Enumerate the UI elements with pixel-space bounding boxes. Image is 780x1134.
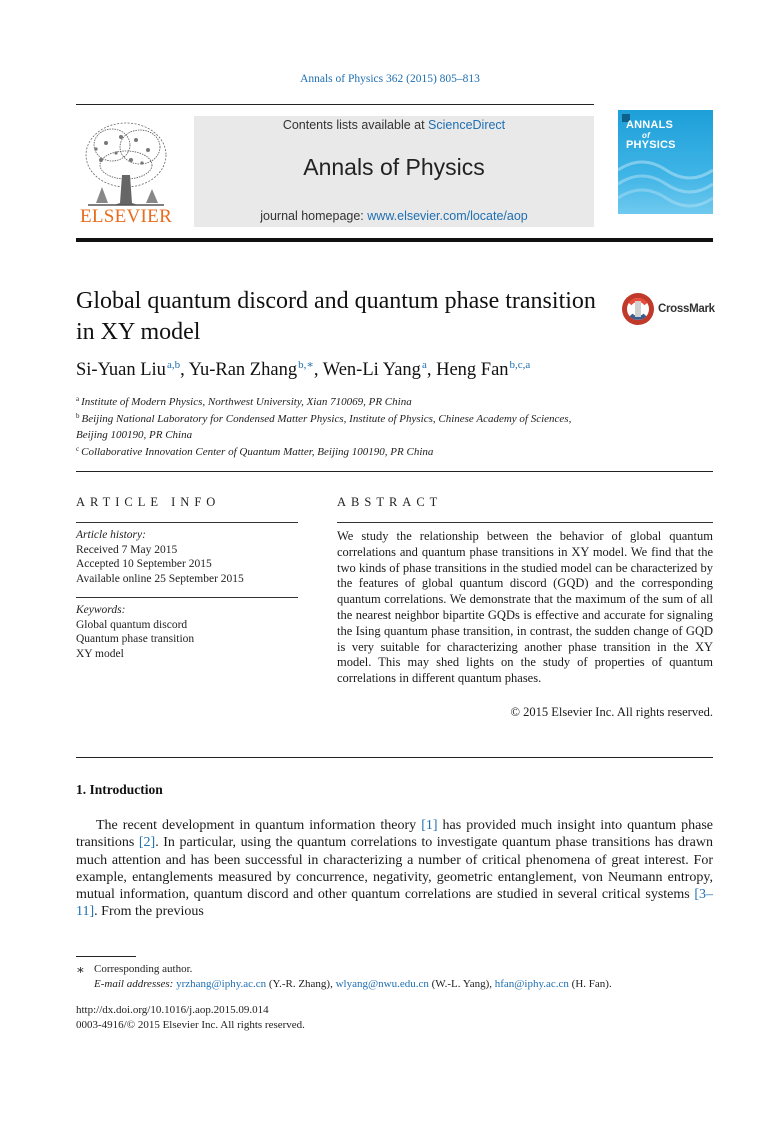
author-list: [76, 358, 716, 381]
abstract-copyright: © 2015 Elsevier Inc. All rights reserved.: [510, 705, 713, 719]
article-info-heading: ARTICLE INFO: [76, 495, 221, 509]
author-affil-mark[interactable]: a: [421, 359, 427, 371]
abstract-text: We study the relationship between the behavior of global quantum correlations and quantum phase transitions in XY model. We find that the two kinds of phase transitions in the studied model can be characterized by the features of global quantum discord (GQD) and the corresponding quantum correlations. We demonstrate that the maximum of the sum of all the nearest neighbor bipartite GQDs is effective and accurate for signaling the Ising quantum phase transition, in contrast, the sudden change of GQD is very suitable for characterizing another phase transition in the XY model. This may shed lights on the study of properties of quantum correlations in different quantum phases.: [337, 529, 713, 686]
author-separator: ,: [426, 360, 437, 380]
journal-cover-thumbnail[interactable]: [618, 110, 713, 227]
affiliation-mark: a: [76, 395, 80, 403]
affiliation-c: [76, 441, 596, 460]
affiliation-b: [76, 408, 576, 443]
intro-text-run: The recent development in quantum information theory: [96, 818, 422, 833]
author-affil-mark[interactable]: a,b: [166, 359, 181, 371]
cover-title-annals: ANNALS: [626, 119, 674, 131]
homepage-prefix: journal homepage:: [260, 209, 368, 223]
history-label: Article history:: [76, 529, 146, 541]
received-date: Received 7 May 2015: [76, 543, 178, 556]
header-thick-rule: [76, 238, 713, 242]
email-link[interactable]: hfan@iphy.ac.cn: [494, 978, 569, 990]
keyword: Global quantum discord: [76, 618, 188, 631]
affiliation-text: Beijing National Laboratory for Condensed Matter Physics, Institute of Physics, Chinese Academy of Sciences, Beijing 100190, PR China: [76, 413, 572, 441]
crossmark-label[interactable]: CrossMark: [658, 303, 715, 315]
affiliation-mark: b: [76, 412, 80, 420]
author-affil-mark[interactable]: b,∗: [298, 359, 314, 371]
corresponding-author-note: [76, 962, 713, 977]
article-history: [76, 528, 298, 586]
abstract-rule: [337, 522, 713, 523]
footnote-rule: [76, 956, 136, 957]
doi-link[interactable]: http://dx.doi.org/10.1016/j.aop.2015.09.014: [76, 1004, 269, 1016]
author-separator: ,: [180, 360, 189, 380]
journal-homepage-link[interactable]: www.elsevier.com/locate/aop: [367, 209, 528, 223]
cover-wave-icon: [618, 150, 713, 214]
elsevier-wordmark: ELSEVIER: [79, 206, 173, 227]
email-owner: (H. Fan).: [568, 978, 612, 990]
author-affil-mark[interactable]: b,c,a: [509, 359, 531, 371]
intro-text-run: has provided much insight into quantum phase transitions: [76, 818, 714, 851]
affiliation-text: Institute of Modern Physics, Northwest University, Xian 710069, PR China: [81, 396, 412, 408]
email-label: E-mail addresses:: [94, 978, 174, 990]
keywords-rule: [76, 597, 298, 598]
corresponding-label: Corresponding author.: [94, 963, 193, 975]
author-name[interactable]: Si-Yuan Liu: [76, 360, 166, 380]
email-link[interactable]: yrzhang@iphy.ac.cn: [176, 978, 267, 990]
cover-bottom-strip: [618, 214, 713, 227]
introduction-paragraph: [76, 817, 713, 921]
contents-line: [194, 118, 594, 132]
cover-title-of: of: [642, 131, 650, 140]
issn-copyright: 0003-4916/© 2015 Elsevier Inc. All rights reserved.: [76, 1019, 305, 1031]
article-info-rule: [76, 522, 298, 523]
keywords-block: [76, 603, 298, 661]
email-owner: (W.-L. Yang),: [428, 978, 495, 990]
online-date: Available online 25 September 2015: [76, 572, 244, 585]
keyword: Quantum phase transition: [76, 633, 195, 645]
cover-title: [626, 120, 706, 151]
homepage-line: [194, 209, 594, 223]
intro-text-run: . In particular, using the quantum correlations to investigate quantum phase transitions has drawn much attention and has been successful in characterizing a number of critical phenomena of great interest. For example, entanglements measured by concurrence, negativity, geometric entanglement, von Neumann entropy, mutual information, quantum discord and other quantum correlations are studied in several critical systems: [76, 835, 713, 903]
sciencedirect-link[interactable]: ScienceDirect: [428, 118, 506, 132]
cover-title-physics: PHYSICS: [626, 139, 676, 151]
intro-text-run: . From the previous: [94, 904, 204, 920]
email-link[interactable]: wlyang@nwu.edu.cn: [335, 978, 429, 990]
keyword: XY model: [76, 647, 124, 660]
author-separator: ,: [313, 360, 323, 380]
reference-link[interactable]: [2]: [138, 835, 156, 851]
header-rule: [76, 104, 594, 105]
affiliation-text: Collaborative Innovation Center of Quantum Matter, Beijing 100190, PR China: [81, 446, 434, 458]
article-title: Global quantum discord and quantum phase transition in XY model: [76, 288, 596, 345]
introduction-heading: 1. Introduction: [76, 782, 163, 797]
abstract-heading: ABSTRACT: [337, 495, 443, 509]
reference-link[interactable]: [1]: [421, 818, 438, 833]
author-name[interactable]: Heng Fan: [436, 360, 509, 380]
journal-citation[interactable]: Annals of Physics 362 (2015) 805–813: [300, 73, 480, 85]
title-block-rule: [76, 471, 713, 472]
email-owner: (Y.-R. Zhang),: [266, 978, 336, 990]
author-name[interactable]: Yu-Ran Zhang: [188, 360, 298, 380]
affiliation-mark: c: [76, 445, 80, 453]
accepted-date: Accepted 10 September 2015: [76, 558, 212, 570]
journal-name: Annals of Physics: [303, 154, 485, 180]
reference-link[interactable]: [3–11]: [76, 887, 713, 920]
footnote-star: ∗: [76, 962, 85, 977]
email-addresses: [76, 977, 713, 992]
front-matter-end-rule: [76, 757, 713, 758]
contents-prefix: Contents lists available at: [282, 118, 429, 132]
keywords-label: Keywords:: [76, 604, 126, 616]
author-name[interactable]: Wen-Li Yang: [322, 360, 421, 380]
